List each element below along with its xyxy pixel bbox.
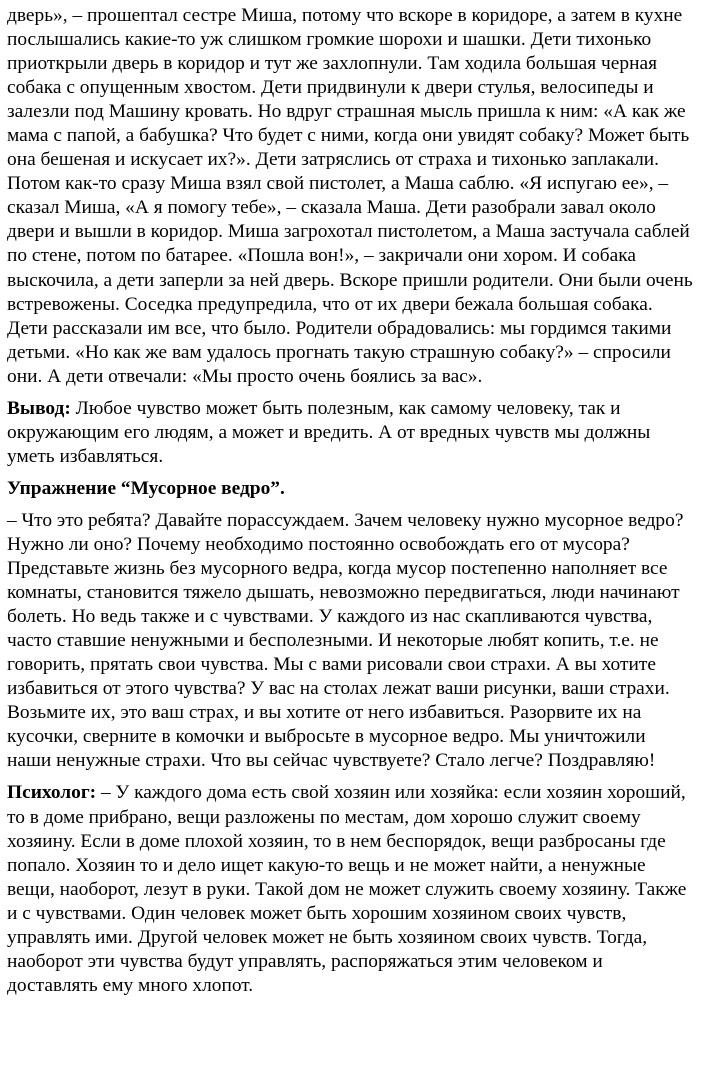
document-page bbox=[7, 4, 694, 998]
conclusion-label: Вывод: bbox=[7, 397, 71, 419]
story-paragraph: дверь», – прошептал сестре Миша, потому что вскоре в коридоре, а затем в кухне послышались какие-то уж слишком громкие шорохи и шашки. Дети тихонько приоткрыли дверь в коридор и тут же захлопнули. Там ходила большая черная собака с опущенным хвостом. Дети придвинули к двери стулья, велосипеды и залезли под Машину кровать. Но вдруг страшная мысль пришла к ним: «А как же мама с папой, а бабушка? Что будет с ними, когда они увидят собаку? Может быть она бешеная и искусает их?». Дети затряслись от страха и тихонько заплакали. Потом как-то сразу Миша взял свой пистолет, а Маша саблю. «Я испугаю ее», – сказал Миша, «А я помогу тебе», – сказала Маша. Дети разобрали завал около двери и вышли в коридор. Миша загрохотал пистолетом, а Маша застучала саблей по стене, потом по батарее. «Пошла вон!», – закричали они хором. И собака выскочила, а дети заперли за ней дверь. Вскоре пришли родители. Они были очень встревожены. Соседка предупредила, что от их двери бежала большая собака. Дети рассказали им все, что было. Родители обрадовались: мы гордимся такими детьми. «Но как же вам удалось прогнать такую страшную собаку?» – спросили они. А дети отвечали: «Мы просто очень боялись за вас». bbox=[7, 5, 693, 387]
psychologist-label: Психолог: bbox=[7, 782, 97, 804]
exercise-text: – Что это ребята? Давайте порассуждаем. Зачем человеку нужно мусорное ведро? Нужно ли оно? Почему необходимо постоянно освобождать его от мусора? Представьте жизнь без мусорного ведра, когда мусор постепенно наполняет все комнаты, становится тяжело дышать, невозможно передвигаться, люди начинают болеть. Но ведь также и с чувствами. У каждого из нас скапливаются чувства, часто ставшие ненужными и бесполезными. И некоторые любят копить, т.е. не говорить, прятать свои чувства. Мы с вами рисовали свои страхи. А вы хотите избавиться от этого чувства? У вас на столах лежат ваши рисунки, ваши страхи. Возьмите их, это ваш страх, и вы хотите от него избавиться. Разорвите их на кусочки, сверните в комочки и выбросьте в мусорное ведро. Мы уничтожили наши ненужные страхи. Что вы сейчас чувствуете? Стало легче? Поздравляю! bbox=[7, 509, 684, 772]
psychologist-text: – У каждого дома есть свой хозяин или хозяйка: если хозяин хороший, то в доме прибрано, вещи разложены по местам, дом хорошо служит своему хозяину. Если в доме плохой хозяин, то в нем беспорядок, вещи разбросаны где попало. Хозяин то и дело ищет какую-то вещь и не может найти, а ненужные вещи, наоборот, лезут в руки. Такой дом не может служить своему хозяину. Также и с чувствами. Один человек может быть хорошим хозяином своих чувств, управлять ими. Другой человек может не быть хозяином своих чувств. Тогда, наоборот эти чувства будут управлять, распоряжаться этим человеком и доставлять ему много хлопот. bbox=[7, 782, 687, 996]
exercise-title: Упражнение “Мусорное ведро”. bbox=[7, 477, 285, 499]
conclusion-paragraph bbox=[7, 397, 694, 469]
psychologist-paragraph bbox=[7, 781, 694, 997]
conclusion-text: Любое чувство может быть полезным, как самому человеку, так и окружающим его людям, а может и вредить. А от вредных чувств мы должны уметь избавляться. bbox=[7, 397, 651, 467]
